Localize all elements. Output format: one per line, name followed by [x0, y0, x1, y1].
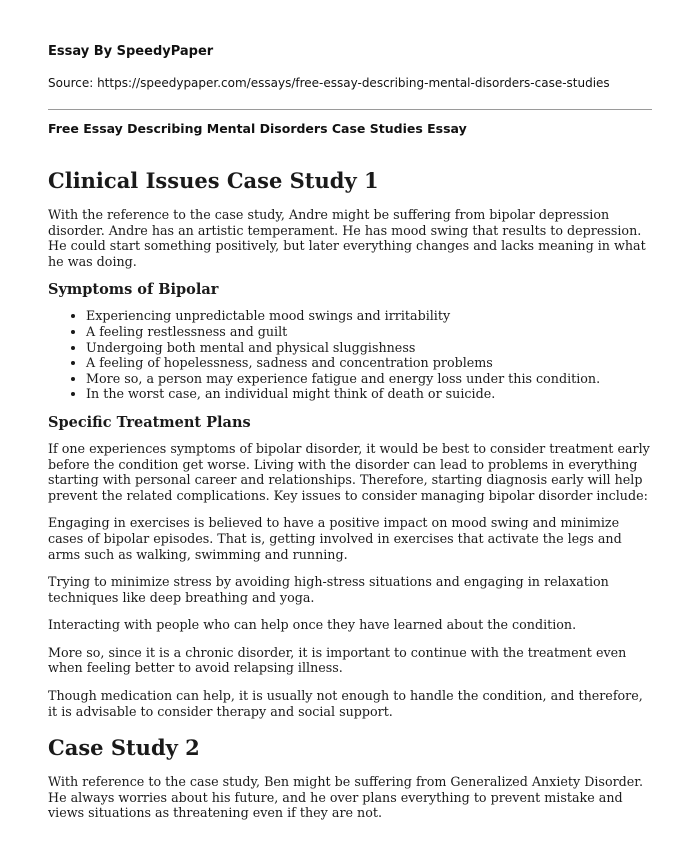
treatment-paragraph: Interacting with people who can help once they have learned about the condition.	[48, 617, 577, 633]
list-item: • A feeling of hopelessness, sadness and concentration problems	[86, 355, 652, 371]
treatment-paragraph: Engaging in exercises is believed to have a positive impact on mood swing and minimize cases of bipolar episodes. That is, getting involved in exercises that activate the legs and arms such as walking, swimming and running.	[48, 515, 622, 562]
treatment-heading: Specific Treatment Plans	[48, 413, 251, 431]
list-item: • Experiencing unpredictable mood swings and irritability	[86, 308, 652, 324]
symptoms-heading: Symptoms of Bipolar	[48, 281, 219, 299]
case-study-2-heading: Case Study 2	[48, 735, 200, 761]
treatment-paragraph: If one experiences symptoms of bipolar disorder, it would be best to consider treatment early before the condition get worse. Living with the disorder can lead to problems in everything starting with personal career and relationships. Therefore, starting diagnosis early will help prevent the related complications. Key issues to consider managing bipolar disorder include:	[48, 440, 650, 503]
essay-body	[48, 168, 652, 833]
case-study-2-intro: With reference to the case study, Ben might be suffering from Generalized Anxiety Disorder. He always worries about his future, and he over plans everything to prevent mistake and views situations as threatening even if they are not.	[48, 774, 643, 821]
list-item: • In the worst case, an individual might think of death or suicide.	[86, 386, 652, 402]
source-line: Source: https://speedypaper.com/essays/free-essay-describing-mental-disorders-case-studies	[48, 76, 610, 90]
symptoms-list	[48, 308, 652, 402]
case-study-1-heading: Clinical Issues Case Study 1	[48, 168, 379, 193]
list-item: • Undergoing both mental and physical sluggishness	[86, 340, 652, 356]
treatment-paragraph: Trying to minimize stress by avoiding high-stress situations and engaging in relaxation techniques like deep breathing and yoga.	[48, 574, 609, 605]
case-study-1-intro: With the reference to the case study, Andre might be suffering from bipolar depression disorder. Andre has an artistic temperament. He has mood swing that results to depression. He could start something positively, but later everything changes and lacks meaning in what he was doing.	[48, 207, 646, 269]
treatment-paragraph: More so, since it is a chronic disorder, it is important to continue with the treatment even when feeling better to avoid relapsing illness.	[48, 644, 627, 676]
header-divider	[48, 109, 652, 110]
treatment-paragraph: Though medication can help, it is usually not enough to handle the condition, and therefore, it is advisable to consider therapy and social support.	[48, 688, 643, 719]
document-title: Free Essay Describing Mental Disorders Case Studies Essay	[48, 121, 467, 136]
list-item: • More so, a person may experience fatigue and energy loss under this condition.	[86, 371, 652, 387]
list-item: • A feeling restlessness and guilt	[86, 324, 652, 340]
essay-brand: Essay By SpeedyPaper	[48, 44, 214, 59]
